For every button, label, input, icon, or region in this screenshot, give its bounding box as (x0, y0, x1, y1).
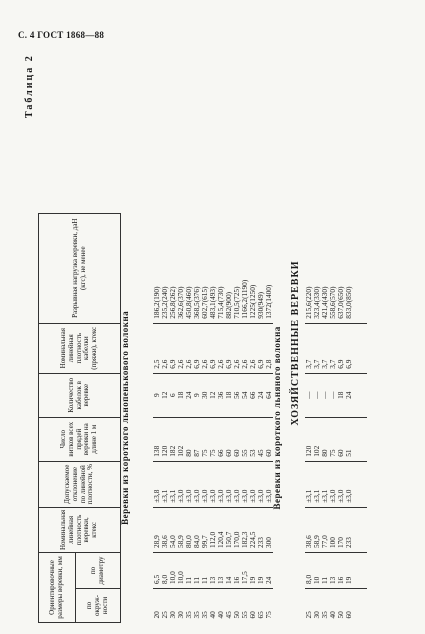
table-cell: 18 (177, 373, 185, 417)
table-cell: 1225(1250) (249, 213, 257, 323)
table-cell: 2,6 (177, 323, 185, 373)
table-cell: ±3,0 (241, 461, 249, 507)
table-cell: ±3,1 (313, 461, 321, 507)
table-cell: 40 (216, 611, 225, 619)
table-cell: ±3,0 (329, 461, 337, 507)
table-row (249, 213, 257, 622)
table-cell: ±3,0 (201, 461, 209, 507)
table-cell: ±3,0 (257, 461, 265, 507)
table-cell: 483,1(493) (209, 213, 217, 323)
table-row (193, 213, 201, 622)
table-cell: 20 (152, 611, 161, 619)
table-cell: 602,7(615) (201, 213, 209, 323)
table-row (233, 213, 241, 622)
table-cell: 35 (192, 611, 201, 619)
table-cell: 323,4(330) (313, 213, 321, 323)
table-cell: 421,4(430) (321, 213, 329, 323)
table-cell: ±3,1 (321, 461, 329, 507)
table-cell: 58,9 (177, 507, 185, 552)
table-cell: 30 (312, 611, 321, 619)
table-row (209, 213, 217, 622)
table-cell: 833,0(850) (345, 213, 353, 323)
table-row (305, 213, 313, 622)
table-cell: 54 (241, 373, 249, 417)
table-cell: 25 (304, 611, 313, 619)
table-cell: 25 (160, 611, 169, 619)
table-cell: 66 (217, 417, 225, 461)
section-title: Веревки из короткого льнопенькового волокна (120, 310, 130, 525)
table-cell: 11 (193, 553, 201, 589)
table-cell: 1372(1400) (265, 213, 273, 323)
table-cell: 18 (225, 373, 233, 417)
table-cell: 50 (232, 611, 241, 619)
table-cell: ±3,0 (177, 461, 185, 507)
table-cell: 11 (201, 553, 209, 589)
table-cell: 710,5(725) (233, 213, 241, 323)
table-cell: 715,4(730) (217, 213, 225, 323)
table-cell: 6,9 (337, 323, 345, 373)
table-cell: 75 (329, 417, 337, 461)
table-cell: ±3,1 (305, 461, 313, 507)
table-row (217, 213, 225, 622)
header-circumference: по окруж-ности (76, 589, 121, 623)
table-row (345, 213, 353, 622)
table-cell: 35 (320, 611, 329, 619)
table-cell: 182 (169, 417, 177, 461)
table-cell: ±3,0 (217, 461, 225, 507)
table-row (161, 213, 169, 622)
table-cell: 12 (161, 373, 169, 417)
table-cell: ±3,0 (225, 461, 233, 507)
table-cell: 84,0 (193, 507, 201, 552)
table-cell: ±3,0 (249, 461, 257, 507)
table-cell: 18 (337, 373, 345, 417)
table-cell: ±3,0 (233, 461, 241, 507)
table-cell: 6,9 (209, 323, 217, 373)
table-cell: — (321, 373, 329, 417)
table-cell: 6,9 (169, 323, 177, 373)
table-cell: 256,8(262) (169, 213, 177, 323)
table-cell: 6,9 (193, 323, 201, 373)
table-cell: 6,5 (153, 553, 161, 589)
table-cell: 24 (257, 373, 265, 417)
table-cell: 2,6 (249, 323, 257, 373)
table-cell: 58,9 (313, 507, 321, 552)
table-cell: 11 (321, 553, 329, 589)
table-cell: 8,0 (305, 553, 313, 589)
section-title: Веревки из короткого льняного волокна (272, 326, 282, 510)
table-cell: 80 (321, 417, 329, 461)
table-cell: 50 (336, 611, 345, 619)
table-cell: 120,4 (217, 507, 225, 552)
table-cell: 2,6 (161, 323, 169, 373)
page-header: С. 4 ГОСТ 1868—88 (18, 30, 105, 40)
table-row (257, 213, 265, 622)
table-cell: 40 (328, 611, 337, 619)
table-cell: 170,0 (233, 507, 241, 552)
table-cell: 40 (208, 611, 217, 619)
table-cell: 66 (249, 373, 257, 417)
table-cell: ±3,0 (265, 461, 273, 507)
table-cell: 60 (248, 611, 257, 619)
table-row (329, 213, 337, 622)
table-cell: 170 (337, 507, 345, 552)
table-cell: 80,0 (185, 507, 193, 552)
table-cell: 24 (265, 553, 273, 589)
table-cell: 102 (313, 417, 321, 461)
table-cell: 2,6 (217, 323, 225, 373)
header-diameter: по диаметру (76, 553, 121, 589)
table-cell: 1166,2(1190) (241, 213, 249, 323)
table-body (121, 213, 368, 622)
table-cell: 45 (224, 611, 233, 619)
table-cell: 362,6(370) (177, 213, 185, 323)
header-twists: Число витков всех прядей веревки на длине 1 м (39, 417, 121, 461)
table-cell: 233 (345, 507, 353, 552)
table-cell: 2,6 (241, 323, 249, 373)
table-cell: 8,0 (161, 553, 169, 589)
table-cell: 35 (200, 611, 209, 619)
table-cell: 9 (153, 373, 161, 417)
table-cell: 450,8(460) (185, 213, 193, 323)
table-cell: 10 (313, 553, 321, 589)
header-density-tolerance: Допускаемое отклонение по линейной плотности, % (39, 461, 121, 507)
table-cell: — (329, 373, 337, 417)
table-cell: 60 (344, 611, 353, 619)
table-cell: ±3,0 (185, 461, 193, 507)
table-cell: 54,0 (169, 507, 177, 552)
table-cell: 100 (329, 507, 337, 552)
table-cell: 19 (249, 553, 257, 589)
table-cell: 138 (153, 417, 161, 461)
table-cell: 60 (337, 417, 345, 461)
table-row (153, 213, 161, 622)
rotated-table-block (18, 23, 418, 623)
table-cell: 60 (225, 417, 233, 461)
table-cell: 637,0(650) (337, 213, 345, 323)
table-cell: 53 (249, 417, 257, 461)
table-row (321, 213, 329, 622)
table-cell: 112,0 (209, 507, 217, 552)
table-cell: 38,6 (161, 507, 169, 552)
table-cell: 55 (240, 611, 249, 619)
rope-specifications-table (38, 213, 367, 623)
table-row (177, 213, 185, 622)
header-approx-sizes: Ориентировочные размеры веревки, мм (39, 553, 76, 623)
table-cell: — (305, 373, 313, 417)
table-cell: 24 (345, 373, 353, 417)
table-cell: 77,0 (321, 507, 329, 552)
table-cell: 24 (185, 373, 193, 417)
table-cell: 60 (233, 417, 241, 461)
table-cell: ±3,0 (337, 461, 345, 507)
table-cell: 3,7 (313, 323, 321, 373)
table-row (169, 213, 177, 622)
table-cell: 19 (257, 553, 265, 589)
table-cell: 30 (176, 611, 185, 619)
table-cell: 16 (233, 553, 241, 589)
table-row (225, 213, 233, 622)
table-cell: ±3,1 (161, 461, 169, 507)
table-cell: 45 (257, 417, 265, 461)
table-cell: 11 (185, 553, 193, 589)
header-row-1 (39, 213, 76, 622)
table-cell: 16 (337, 553, 345, 589)
table-cell: 3,7 (321, 323, 329, 373)
table-cell: 120 (161, 417, 169, 461)
table-cell: 882(900) (225, 213, 233, 323)
table-cell: 6,9 (257, 323, 265, 373)
table-cell: 99,7 (201, 507, 209, 552)
table-title: ХОЗЯЙСТВЕННЫЕ ВЕРЕВКИ (290, 260, 301, 426)
table-row (337, 213, 345, 622)
table-cell: 65 (256, 611, 265, 619)
table-cell: 10,0 (169, 553, 177, 589)
table-cell: — (313, 373, 321, 417)
table-cell: 30 (201, 373, 209, 417)
table-cell: 2,8 (265, 323, 273, 373)
table-bottom-spacer (353, 213, 367, 622)
table-cell: 930(949) (257, 213, 265, 323)
table-cell: 3,7 (305, 323, 313, 373)
table-cell: 2,5 (153, 323, 161, 373)
table-cell: 368,5(376) (193, 213, 201, 323)
table-row (201, 213, 209, 622)
table-cell: 558,6(570) (329, 213, 337, 323)
table-cell: 186,2(190) (153, 213, 161, 323)
header-breaking-load: Разрывная нагрузка веревки, даН (кгс), не менее (39, 213, 121, 323)
header-cord-density: Номинальная линейная плотность кабелки (пряжи), ктекс (39, 323, 121, 373)
table-cell: 2,6 (233, 323, 241, 373)
table-cell: 51 (345, 417, 353, 461)
table-cell: ±3,0 (345, 461, 353, 507)
table-cell: 87 (193, 417, 201, 461)
table-cell: 6 (169, 373, 177, 417)
table-cell: 60 (265, 417, 273, 461)
table-row (241, 213, 249, 622)
table-cell: 13 (217, 553, 225, 589)
table-cell: 150,7 (225, 507, 233, 552)
table-cell: 3,7 (329, 323, 337, 373)
table-cell: 13 (209, 553, 217, 589)
table-cell: ±3,0 (209, 461, 217, 507)
table-cell: 2,6 (201, 323, 209, 373)
table-cell: 10,0 (177, 553, 185, 589)
table-cell: ±3,1 (169, 461, 177, 507)
table-cell: 102 (177, 417, 185, 461)
table-cell: 215,6(220) (305, 213, 313, 323)
table-cell: ±3,0 (193, 461, 201, 507)
table-cell: 75 (209, 417, 217, 461)
table-cell: 14 (225, 553, 233, 589)
table-cell: 12 (209, 373, 217, 417)
table-cell: 182,3 (241, 507, 249, 552)
table-cell: 9 (193, 373, 201, 417)
table-cell: 2,6 (185, 323, 193, 373)
table-cell: 75 (201, 417, 209, 461)
header-nominal-density: Номинальная линейная плотность веревки, ктекс (39, 507, 121, 552)
header-cords: Количество кабелок в веревке (39, 373, 121, 417)
table-cell: 55 (241, 417, 249, 461)
table-cell: 28,9 (153, 507, 161, 552)
table-cell: 13 (329, 553, 337, 589)
table-cell: 38,6 (305, 507, 313, 552)
table-cell: 30 (168, 611, 177, 619)
table-cell: 300 (265, 507, 273, 552)
table-cell: 6,9 (225, 323, 233, 373)
table-row (313, 213, 321, 622)
table-cell: 36 (217, 373, 225, 417)
table-cell: ±3,8 (153, 461, 161, 507)
table-cell: 233 (257, 507, 265, 552)
table-cell: 224,5 (249, 507, 257, 552)
section-heading-row (121, 213, 154, 622)
table-cell: 75 (264, 611, 273, 619)
table-cell: 17,5 (241, 553, 249, 589)
table-cell: 64 (265, 373, 273, 417)
table-cell: 120 (305, 417, 313, 461)
table-row (185, 213, 193, 622)
table-label: Таблица 2 (24, 54, 35, 118)
table-cell: 6,9 (345, 323, 353, 373)
table-cell: 80 (185, 417, 193, 461)
table-cell: 235,2(240) (161, 213, 169, 323)
table-cell: 35 (184, 611, 193, 619)
table-cell: 56 (233, 373, 241, 417)
table-cell: 19 (345, 553, 353, 589)
